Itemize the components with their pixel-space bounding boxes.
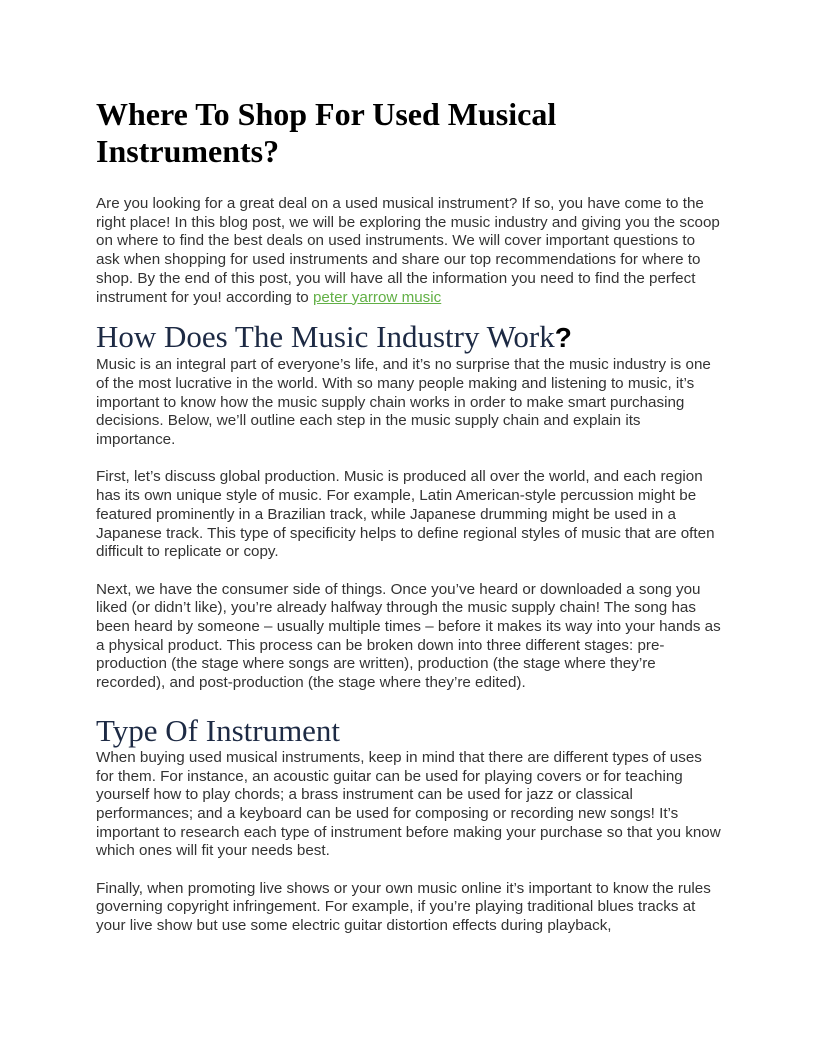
section-heading-music-industry-text: How Does The Music Industry Work — [96, 319, 555, 355]
music-industry-paragraph-3: Next, we have the consumer side of things. Once you’ve heard or downloaded a song you liked (or didn’t like), you’re already halfway through the music supply chain! The song has been heard by someone – usually multiple times – before it makes its way into your hands as a physical product. This process can be broken down into three different stages: pre-production (the stage where songs are written), production (the stage where they’re recorded), and post-production (the stage where they’re edited). — [96, 580, 721, 692]
instrument-paragraph-2: Finally, when promoting live shows or your own music online it’s important to know the rules governing copyright infringement. For example, if you’re playing traditional blues tracks at your live show but use some electric guitar distortion effects during playback, — [96, 879, 711, 935]
document-page — [96, 96, 722, 936]
intro-paragraph — [96, 195, 722, 307]
music-industry-paragraph-1: Music is an integral part of everyone’s life, and it’s no surprise that the music industry is one of the most lucrative in the world. With so many people making and listening to music, it’s important to know how the music supply chain works in order to make smart purchasing decisions. Below, we’ll outline each step in the music supply chain and explain its importance. — [96, 356, 711, 449]
section-heading-type-of-instrument: Type Of Instrument — [96, 712, 341, 748]
peter-yarrow-music-link[interactable]: peter yarrow music — [312, 288, 442, 306]
page-title: Where To Shop For Used Musical Instruments? — [96, 96, 557, 169]
section-heading-music-industry — [96, 319, 722, 356]
section-heading-question-mark: ? — [554, 322, 572, 354]
instrument-paragraph-1: When buying used musical instruments, keep in mind that there are different types of uses for them. For instance, an acoustic guitar can be used for playing covers or for teaching yourself how to play chords; a brass instrument can be used for jazz or classical performances; and a keyboard can be used for composing or recording new songs! It’s important to research each type of instrument before making your purchase so that you know which ones will fit your needs best. — [96, 748, 721, 860]
music-industry-paragraph-2: First, let’s discuss global production. Music is produced all over the world, and each region has its own unique style of music. For example, Latin American-style percussion might be featured prominently in a Brazilian track, while Japanese drumming might be used in a Japanese track. This type of specificity helps to define regional styles of music that are often difficult to replicate or copy. — [96, 468, 715, 561]
intro-text: Are you looking for a great deal on a used musical instrument? If so, you have come to the right place! In this blog post, we will be exploring the music industry and giving you the scoop on where to find the best deals on used instruments. We will cover important questions to ask when shopping for used instruments and share our top recommendations for where to shop. By the end of this post, you will have all the information you need to find the perfect instrument for you! according to — [96, 195, 720, 306]
